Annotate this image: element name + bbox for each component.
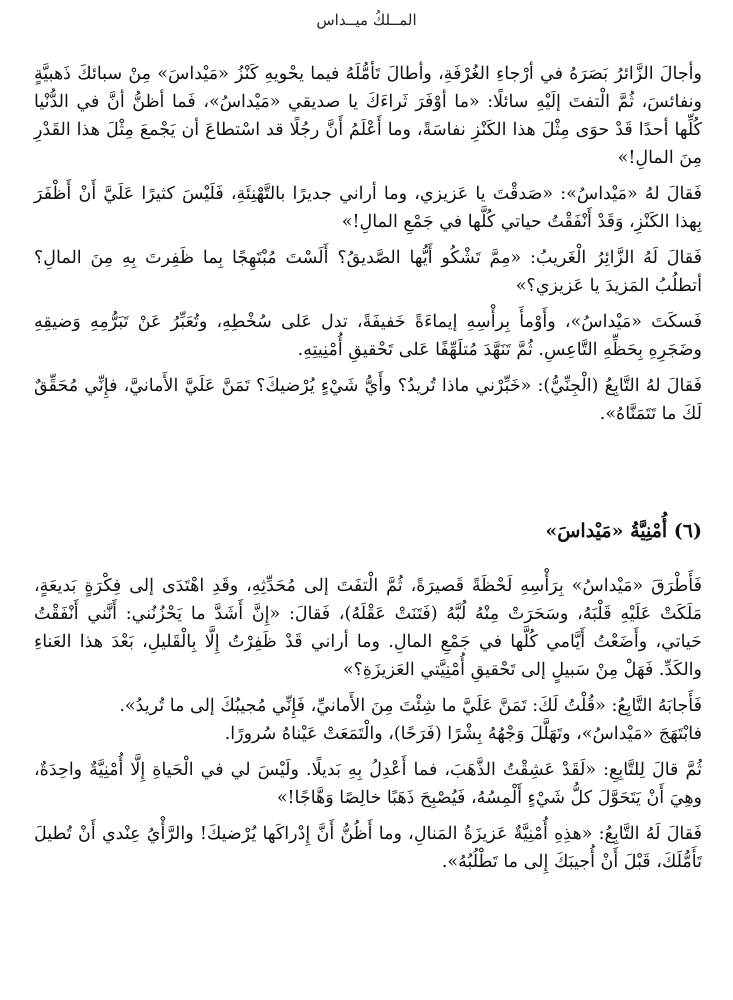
paragraph: فابْتَهَجَ «مَيْداسُ»، وتَهَلَّلَ وَجْهُهُ بِشْرًا (فَرَحًا)، والْتَمَعَتْ عَيْناهُ سُرورًا.	[224, 724, 702, 744]
paragraph: فَقالَ لهُ التَّابِعُ (الْجِنِّيُّ): «خَبِّرْني ماذا تُريدُ؟ وأَيُّ شَيْءٍ يُرْضيكَ؟ تَمَنَّ عَلَيَّ الأَمانيَّ، فإِنِّي مُحَقِّقٌ لَكَ ما تَتَمَنَّاهُ».	[34, 376, 702, 424]
paragraph: فَقالَ لَهُ التَّابِعُ: «هذِهِ أُمْنِيَّةٌ عَزيزَةُ المَنالِ، وما أَظُنُّ أَنَّ إِدْراكَها يُرْضيكَ! والرَّأْيُ عِنْدي أَنْ تُطيلَ تَأَمُّلَكَ، قَبْلَ أَنْ أُجيبَكَ إِلى ما تَطْلُبُهُ».	[34, 824, 702, 872]
paragraph: فَقالَ لَهُ الزَّائِرُ الْغَريبُ: «مِمَّ تَشْكُو أَيُّها الصَّديقُ؟ أَلَسْتَ مُبْتَهِجًا بِما ظَفِرتَ بِهِ مِنَ المالِ؟ أتطلُبُ المَزيدَ يا عَزيزي؟»	[34, 248, 702, 296]
paragraph: ثُمَّ قالَ لِلتَّابِعِ: «لَقَدْ عَشِقْتُ الذَّهَبَ، فما أَعْدِلُ بِهِ بَديلًا. ولَيْسَ لي في الْحَياةِ إِلَّا أُمْنِيَّةٌ واحِدَةٌ، وهِيَ أَنْ يَتَحَوَّلَ كلُّ شَيْءٍ أَلْمِسُهُ، فَيُصْبِحَ ذَهَبًا خالِصًا وَهَّاجًا!»	[34, 760, 702, 808]
paragraph: فَأَطْرَقَ «مَيْداسُ» بِرَأْسِهِ لَحْظَةً قَصيرَةً، ثُمَّ الْتفَتَ إلى مُحَدِّثِهِ، وقَدِ اهْتَدَى إلى فِكْرَةٍ بَديعَةٍ، مَلَكَتْ عَلَيْهِ قَلْبَهُ، وسَحَرَتْ مِنْهُ لُبَّهُ (فَتَنَتْ عَقْلَهُ)، فَقالَ: «إِنَّ أَشَدَّ ما يَحْزُنُني: أَنَّني أَنْفَقْتُ حَياتي، وأَضَعْتُ أَيَّامي كُلَّها في جَمْعِ المالِ. وما أراني قَدْ ظَفِرْتُ إِلَّا بِالْقَليلِ، بَعْدَ هذا العَناءِ والكَدِّ. فَهَلْ مِنْ سَبيلٍ إلى تَحْقيقِ أُمْنِيَّتي العَزيزَةِ؟»	[34, 576, 702, 680]
paragraph: فَقالَ لهُ «مَيْداسُ»: «صَدقْتَ يا عَزيزي، وما أراني جديرًا بالتَّهْنِئَةِ، فَلَيْسَ كثيرًا عَلَيَّ أَنْ أَظْفَرَ بِهذا الكَنْزِ، وَقَدْ أَنْفَقْتُ حياتي كُلَّها في جَمْعِ المالِ!»	[34, 184, 702, 232]
section-heading: (٦) أُمْنِيَّةُ «مَيْداسَ»	[545, 520, 702, 542]
paragraph: فَأَجابَهُ التَّابِعُ: «قُلْتُ لَكَ: تَمَنَّ عَلَيَّ ما شِئْتَ مِنَ الأَمانيِّ، فَإِنِّي مُجيبُكَ إلى ما تُريدُ».	[119, 696, 702, 716]
paragraph: وأجالَ الزَّائرُ بَصَرَهُ في أرْجاءِ الغُرْفَةِ، وأطالَ تَأمُّلَهُ فيما يحْويهِ كَنْزُ «مَيْداسَ» مِنْ سبائكَ ذَهبيَّةٍ ونفائسَ، ثُمَّ الْتفتَ إلَيْهِ سائلًا: «ما أوْفَرَ ثَراءَكَ يا صديقي «مَيْداسُ»، فَما أظنُّ أنَّ في الدُّنْيا كُلِّها أحدًا قَدْ حوَى مِثْلَ هذا الكَنْزِ نفاسَةً، وما أَعْلَمُ أَنَّ رجُلًا قد اسْتطاعَ أن يَجْمعَ مِثْلَ هذا القَدْرِ مِنَ المالِ!»	[34, 64, 702, 168]
paragraph: فَسكَتَ «مَيْداسُ»، وأَوْمأَ بِرأْسِهِ إيماءَةً خَفيفَةً، تدل عَلى سُخْطِهِ، وتُعَبِّرُ عَنْ تَبَرُّمِهِ وَضيقِهِ وضَجَرِهِ بِحَظِّهِ التَّاعِسِ. ثُمَّ تَنَهَّدَ مُتلَهِّفًا عَلى تَحْقيقِ أُمْنِيتِهِ.	[34, 312, 702, 360]
body-text-part-2	[34, 572, 702, 876]
body-text-part-1	[34, 60, 702, 428]
running-header-title: المــلكُ ميــداس	[316, 11, 417, 29]
